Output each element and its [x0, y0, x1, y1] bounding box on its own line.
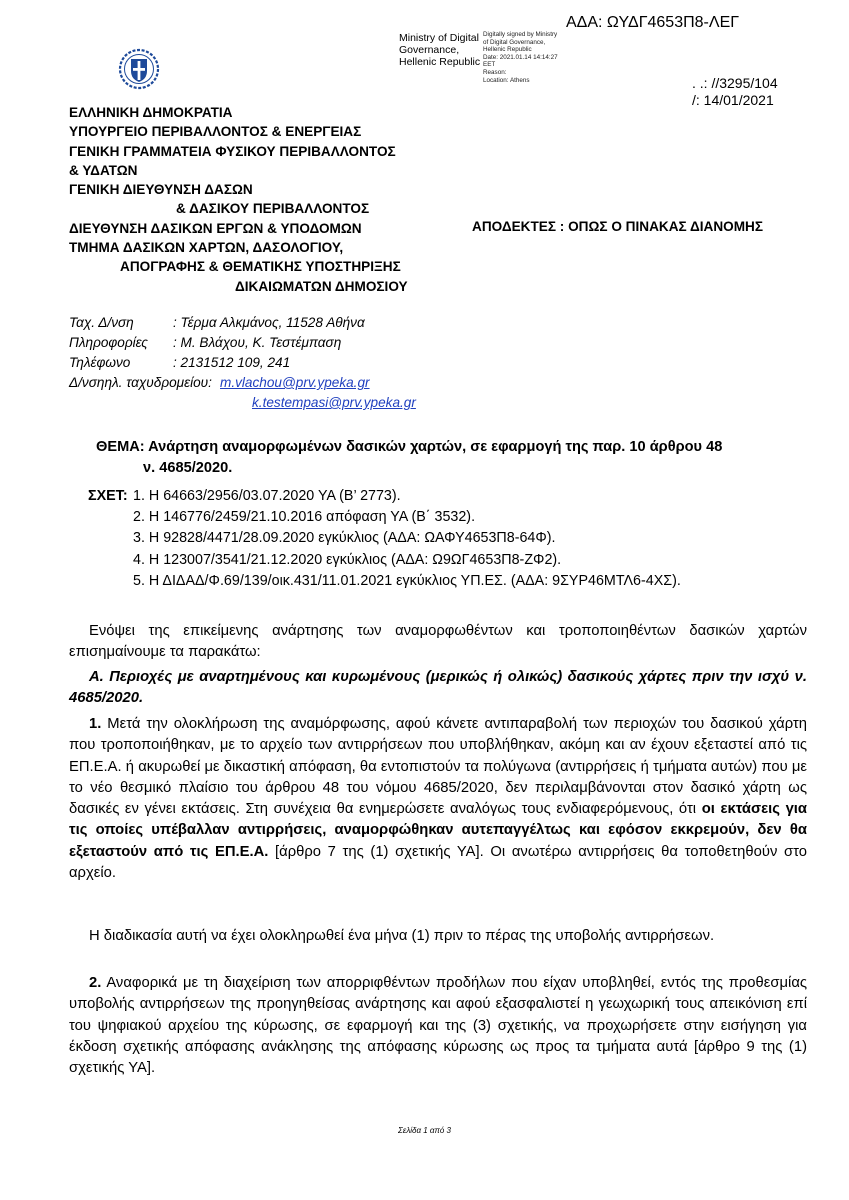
- paragraph-1-bold: οι εκτάσεις για τις οποίες υπέβαλλαν αντιρρήσεις, αναμορφώθηκαν αυτεπαγγέλτως και εφόσον εκκρεμούν, δεν θα εξεταστούν από τις ΕΠ.Ε.Α.: [69, 801, 808, 860]
- recipients: ΑΠΟΔΕΚΤΕΣ : ΟΠΩΣ Ο ΠΙΝΑΚΑΣ ΔΙΑΝΟΜΗΣ: [472, 219, 764, 234]
- paragraph-1-text-a: Μετά την ολοκλήρωση της αναμόρφωσης, αφού κάνετε αντιπαραβολή των περιοχών του δασικού χάρτη που τροποποιήθηκαν, με το αρχείο των αντιρρήσεων που υποβλήθηκαν, ακόμη και αν έχουν εξεταστεί από τις ΕΠ.Ε.Α. ή ακυρωθεί με δικαστική απόφαση, θα εντοπιστούν τα πολύγωνα (αντιρρήσεις ή τμήματα αυτών) που με το νέο θεσμικό πλαίσιο του άρθρου 48 του νόμου 4685/2020, δεν περιλαμβάνονται στον δασικό χάρτη ως δασικές εν γένει εκτάσεις. Στη συνέχεια θα ενημερώσετε αναλόγως τους ενδιαφερόμενους, ότι: [69, 716, 807, 818]
- signature-ministry-line: Governance,: [399, 44, 460, 56]
- signature-details: [483, 31, 558, 84]
- protocol-info: [692, 75, 778, 109]
- reference-text: 5. Η ΔΙΔΑΔ/Φ.69/139/οικ.431/11.01.2021 εγκύκλιος ΥΠ.ΕΣ. (ΑΔΑ: 9ΣΥΡ46ΜΤΛ6-4ΧΣ).: [133, 572, 681, 589]
- signature-ministry-line: Ministry of Digital: [399, 32, 479, 44]
- sender-line: ΑΠΟΓΡΑΦΗΣ & ΘΕΜΑΤΙΚΗΣ ΥΠΟΣΤΗΡΙΞΗΣ: [120, 259, 401, 275]
- contact-email-label: Δ/νσηηλ. ταχυδρομείου:: [69, 375, 212, 390]
- contact-info-label: Πληροφορίες: [69, 335, 148, 350]
- contact-info-value: : Μ. Βλάχου, Κ. Τεστέμπαση: [173, 335, 342, 350]
- signature-detail-line: Reason:: [483, 68, 507, 76]
- subject: [96, 437, 816, 479]
- sender-line: ΔΙΚΑΙΩΜΑΤΩΝ ΔΗΜΟΣΙΟΥ: [235, 278, 408, 294]
- sender-line: ΔΙΕΥΘΥΝΣΗ ΔΑΣΙΚΩΝ ΕΡΓΩΝ & ΥΠΟΔΟΜΩΝ: [69, 220, 362, 236]
- paragraph-1-text-b: [άρθρο 7 της (1) σχετικής ΥΑ]. Οι ανωτέρω αντιρρήσεις θα τοποθετηθούν στο αρχείο.: [69, 843, 807, 882]
- intro-paragraph: Ενόψει της επικείμενης ανάρτησης των αναμορφωθέντων και τροποποιηθέντων δασικών χαρτών επισημαίνουμε τα παρακάτω:: [69, 623, 807, 661]
- subject-line: ν. 4685/2020.: [143, 460, 233, 476]
- paragraph-1: [69, 714, 807, 884]
- signature-ministry-line: Hellenic Republic: [399, 56, 481, 68]
- ada-code: ΑΔΑ: ΩΥΔΓ4653Π8-ΛΕΓ: [566, 14, 740, 31]
- paragraph-1b: Η διαδικασία αυτή να έχει ολοκληρωθεί ένα μήνα (1) πριν το πέρας της υποβολής αντιρρήσεων.: [89, 928, 715, 944]
- email-link-testempasi[interactable]: k.testempasi@prv.ypeka.gr: [252, 395, 416, 410]
- reference-text: 1. Η 64663/2956/03.07.2020 ΥΑ (Β’ 2773).: [133, 488, 401, 504]
- reference-text: 3. Η 92828/4471/28.09.2020 εγκύκλιος (ΑΔΑ: ΩΑΦΥ4653Π8-64Φ).: [133, 530, 556, 547]
- paragraph-1-number: 1.: [89, 716, 102, 732]
- paragraph-2-number: 2.: [89, 975, 102, 991]
- page-footer: Σελίδα 1 από 3: [398, 1126, 451, 1135]
- sender-line: ΓΕΝΙΚΗ ΓΡΑΜΜΑΤΕΙΑ ΦΥΣΙΚΟΥ ΠΕΡΙΒΑΛΛΟΝΤΟΣ: [69, 143, 396, 159]
- contact-address: : Τέρμα Αλκμάνος, 11528 Αθήνα: [173, 315, 365, 330]
- protocol-date: /: 14/01/2021: [692, 92, 774, 108]
- contact-phone-label: Τηλέφωνο: [69, 355, 131, 370]
- signature-detail-line: of Digital Governance,: [483, 38, 546, 46]
- subject-line: ΘΕΜΑ: Ανάρτηση αναμορφωμένων δασικών χαρτών, σε εφαρμογή της παρ. 10 άρθρου 48: [96, 439, 723, 455]
- sender-line: & ΥΔΑΤΩΝ: [69, 162, 138, 178]
- paragraph-2: [69, 973, 807, 1079]
- protocol-number: . .: //3295/104: [692, 75, 778, 91]
- signature-detail-line: EET: [483, 61, 496, 69]
- sender-line: ΤΜΗΜΑ ΔΑΣΙΚΩΝ ΧΑΡΤΩΝ, ΔΑΣΟΛΟΓΙΟΥ,: [69, 240, 344, 256]
- signature-detail-line: Date: 2021.01.14 14:14:27: [483, 53, 558, 61]
- greek-emblem-icon: [118, 48, 160, 90]
- paragraph-2-text: Αναφορικά με τη διαχείριση των απορριφθέντων προδήλων που είχαν υποβληθεί, εντός της προθεσμίας υποβολής αντιρρήσεων της προηγηθείσας ανάρτησης και αφού εξασφαλιστεί η γεωχωρική τους απεικόνιση επί του ψηφιακού αρχείου της κύρωσης, σε εφαρμογή και της (3) σχετικής, να προχωρήσετε στην εισήγηση για έκδοση σχετικής απόφασης ανάκλησης της απόφασης κύρωσης ως προς τα τμήματα αυτά [άρθρο 9 της (1) σχετικής ΥΑ].: [69, 975, 807, 1077]
- sender-line: ΓΕΝΙΚΗ ΔΙΕΥΘΥΝΣΗ ΔΑΣΩΝ: [69, 182, 253, 198]
- sender-line: & ΔΑΣΙΚΟΥ ΠΕΡΙΒΑΛΛΟΝΤΟΣ: [176, 201, 370, 217]
- reference-text: 4. Η 123007/3541/21.12.2020 εγκύκλιος (ΑΔΑ: Ω9ΩΓ4653Π8-ΖΦ2).: [133, 551, 562, 568]
- references-label: ΣΧΕΤ:: [88, 488, 128, 504]
- sender-header: [69, 103, 469, 296]
- signature-detail-line: Digitally signed by Ministry: [483, 31, 558, 38]
- contact-address-label: Ταχ. Δ/νση: [69, 315, 134, 330]
- signature-detail-line: Location: Athens: [483, 76, 530, 84]
- section-a-title: Α. Περιοχές με αναρτημένους και κυρωμένους (μερικώς ή ολικώς) δασικούς χάρτες πριν την ισχύ ν. 4685/2020.: [69, 669, 807, 707]
- sender-line: ΕΛΛΗΝΙΚΗ ΔΗΜΟΚΡΑΤΙΑ: [69, 105, 233, 120]
- contact-phone: : 2131512 109, 241: [173, 355, 291, 370]
- reference-text: 2. Η 146776/2459/21.10.2016 απόφαση ΥΑ (Β΄ 3532).: [133, 509, 476, 526]
- email-link-vlachou[interactable]: m.vlachou@prv.ypeka.gr: [220, 375, 370, 390]
- signature-detail-line: Hellenic Republic: [483, 46, 532, 54]
- sender-line: ΥΠΟΥΡΓΕΙΟ ΠΕΡΙΒΑΛΛΟΝΤΟΣ & ΕΝΕΡΓΕΙΑΣ: [69, 124, 362, 140]
- signature-ministry: [399, 32, 480, 68]
